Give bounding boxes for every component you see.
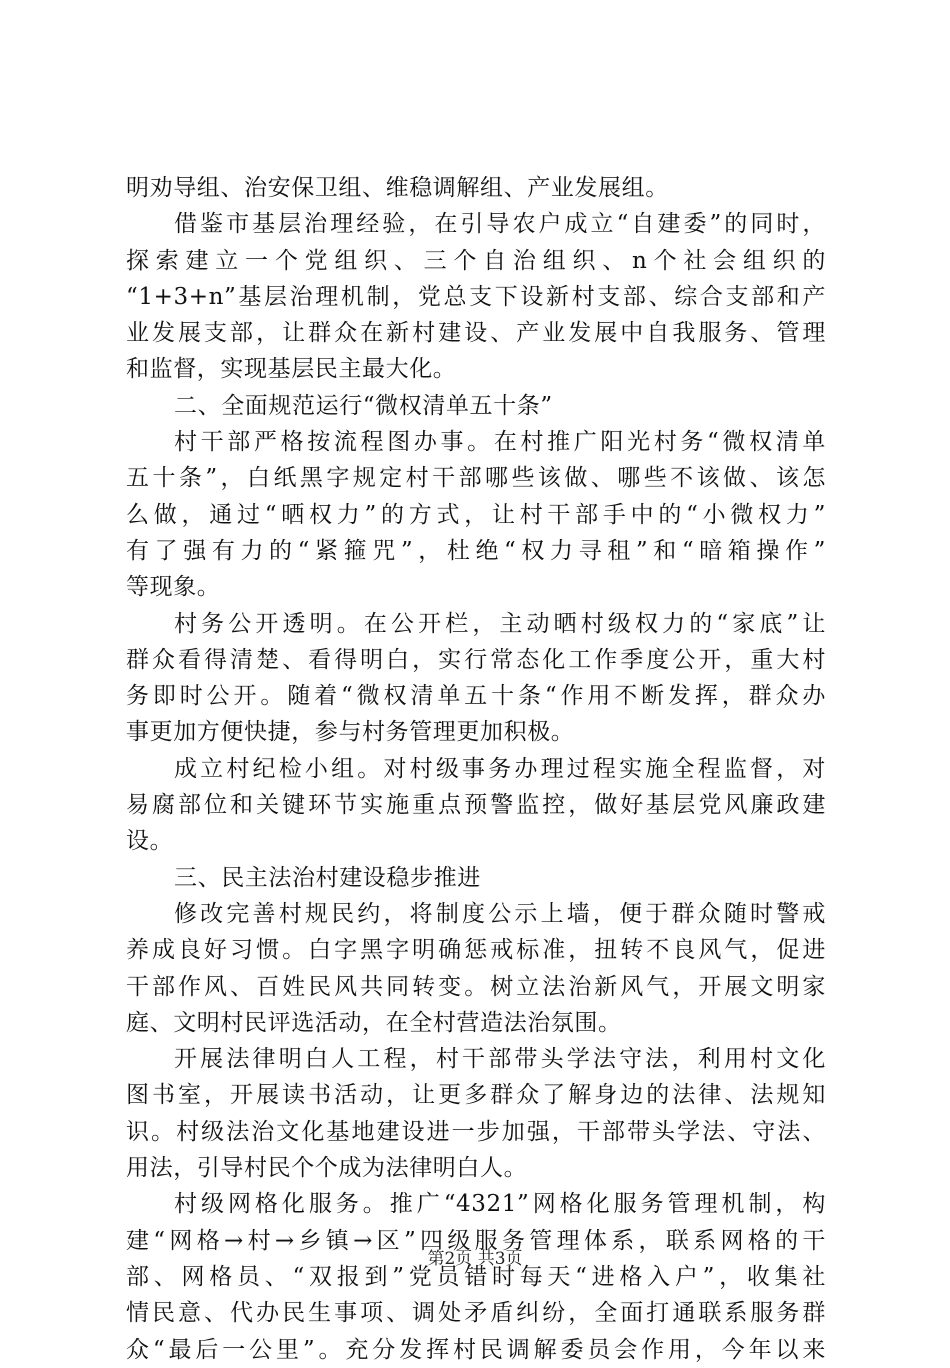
text-line: 建“网格→村→乡镇→区”四级服务管理体系，联系网格的干 xyxy=(126,1227,826,1254)
text-line: 和监督，实现基层民主最大化。 xyxy=(126,356,457,383)
text-line: 图书室，开展读书活动，让更多群众了解身边的法律、法规知 xyxy=(126,1082,826,1109)
text-line: 么做，通过“晒权力”的方式，让村干部手中的“小微权力” xyxy=(126,501,826,528)
section-heading: 二、全面规范运行“微权清单五十条” xyxy=(174,392,553,419)
text-line: 村务公开透明。在公开栏，主动晒村级权力的“家底”让 xyxy=(174,610,826,637)
section-heading: 三、民主法治村建设稳步推进 xyxy=(174,864,481,891)
page-number: 第2页 共3页 xyxy=(427,1249,523,1269)
text-line: 部、网格员、“双报到”党员错时每天“进格入户”，收集社 xyxy=(126,1263,826,1290)
text-line: “1+3+n”基层治理机制，党总支下设新村支部、综合支部和产 xyxy=(126,283,826,310)
text-line: 众“最后一公里”。充分发挥村民调解委员会作用，今年以来 xyxy=(126,1336,826,1363)
text-line: 成立村纪检小组。对村级事务办理过程实施全程监督，对 xyxy=(174,755,826,782)
text-line: 事更加方便快捷，参与村务管理更加积极。 xyxy=(126,719,575,746)
text-line: 村级网格化服务。推广“4321”网格化服务管理机制，构 xyxy=(174,1191,826,1218)
text-line: 探索建立一个党组织、三个自治组织、n个社会组织的 xyxy=(126,247,826,274)
text-line: 庭、文明村民评选活动，在全村营造法治氛围。 xyxy=(126,1009,622,1036)
text-line: 干部作风、百姓民风共同转变。树立法治新风气，开展文明家 xyxy=(126,973,826,1000)
text-line: 易腐部位和关键环节实施重点预警监控，做好基层党风廉政建 xyxy=(126,792,826,819)
text-line: 五十条”，白纸黑字规定村干部哪些该做、哪些不该做、该怎 xyxy=(126,465,826,492)
text-line: 有了强有力的“紧箍咒”，杜绝“权力寻租”和“暗箱操作” xyxy=(126,537,826,564)
text-line: 务即时公开。随着“微权清单五十条“作用不断发挥，群众办 xyxy=(126,683,826,710)
text-line: 业发展支部，让群众在新村建设、产业发展中自我服务、管理 xyxy=(126,320,826,347)
text-line: 群众看得清楚、看得明白，实行常态化工作季度公开，重大村 xyxy=(126,646,826,673)
text-line: 用法，引导村民个个成为法律明白人。 xyxy=(126,1155,528,1182)
text-line: 借鉴市基层治理经验，在引导农户成立“自建委”的同时， xyxy=(174,211,826,238)
text-line: 修改完善村规民约，将制度公示上墙，便于群众随时警戒 xyxy=(174,900,826,927)
text-line: 情民意、代办民生事项、调处矛盾纠纷，全面打通联系服务群 xyxy=(126,1300,826,1327)
text-line: 等现象。 xyxy=(126,574,221,601)
text-line: 开展法律明白人工程，村干部带头学法守法，利用村文化 xyxy=(174,1046,826,1073)
text-line: 养成良好习惯。白字黑字明确惩戒标准，扭转不良风气，促进 xyxy=(126,937,826,964)
document-body xyxy=(126,170,826,1368)
text-line: 明劝导组、治安保卫组、维稳调解组、产业发展组。 xyxy=(126,175,669,201)
text-line: 村干部严格按流程图办事。在村推广阳光村务“微权清单 xyxy=(174,429,826,456)
text-line: 设。 xyxy=(126,828,174,855)
text-line: 识。村级法治文化基地建设进一步加强，干部带头学法、守法、 xyxy=(126,1118,826,1145)
